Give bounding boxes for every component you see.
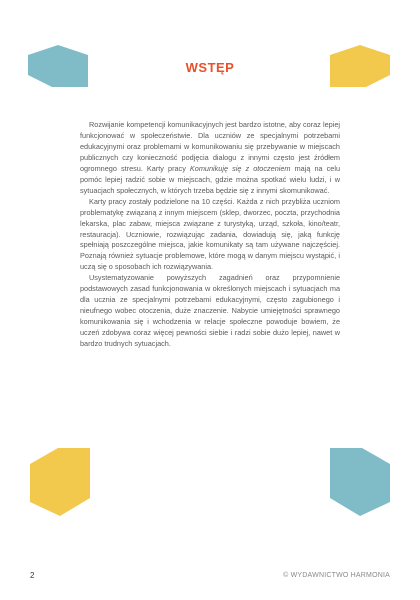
corner-shape [330, 448, 390, 516]
paragraph-intro-part1: Rozwijanie kompetencji komunikacyjnych jest bardzo istotne, aby coraz lepiej funkcjonować w społeczeństwie. Dla uczniów ze specjalnymi potrzebami edukacyjnymi oraz problemami w komunikowaniu się przebywanie w miejscach publicznych czy konieczność podjęcia dialogu z innymi często jest źródłem ogromnego stresu. Karty pracy [80, 120, 340, 173]
yellow-hexagon-corner-bottom-left [30, 448, 90, 516]
paragraph-intro [80, 120, 340, 197]
page-title: WSTĘP [185, 60, 235, 75]
corner-shape [30, 448, 90, 516]
paragraph-summary: Usystematyzowanie powyższych zagadnień oraz przypomnienie podstawowych zasad funkcjonowania w określonych miejscach i sytuacjach ma dla ucznia ze specjalnymi potrzebami edukacyjnymi, często zagubionego i nieufnego wobec otoczenia, duże znaczenie. Nabycie umiejętności sprawnego komunikowania się i wchodzenia w relacje społeczne powoduje bowiem, że uczeń zdobywa coraz więcej pewności siebie i radzi sobie dużo lepiej, nawet w bardzo trudnych sytuacjach. [80, 273, 340, 349]
teal-hexagon-corner-bottom-right [330, 448, 390, 516]
publisher-copyright: © WYDAWNICTWO HARMONIA [283, 572, 390, 579]
paragraph-intro-part2: mają na celu pomóc lepiej radzić sobie w miejscach, gdzie można spotkać wielu ludzi, i w sytuacjach społecznych, w których trzeba będzie się z innymi skomunikować. [80, 163, 341, 195]
paragraph-structure: Karty pracy zostały podzielone na 10 części. Każda z nich przybliża uczniom problematykę związaną z innym miejscem (sklep, dworzec, poczta, przychodnia lekarska, plac zabaw, miejsca związane z turystyką, urząd, szkoła, kino/teatr, restauracja). Uczniowie, rozwiązując zadania, dowiadują się, jaką funkcję spełniają poszczególne miejsca, jakie komunikaty są tam używane najczęściej. Poznają również sytuacje problemowe, które mogą w danym miejscu wystąpić, i uczą się o sposobach ich rozwiązywania. [80, 196, 340, 272]
page-number: 2 [30, 571, 35, 580]
worksheet-title: Komunikuję się z otoczeniem [189, 163, 291, 173]
body-text [80, 120, 340, 350]
